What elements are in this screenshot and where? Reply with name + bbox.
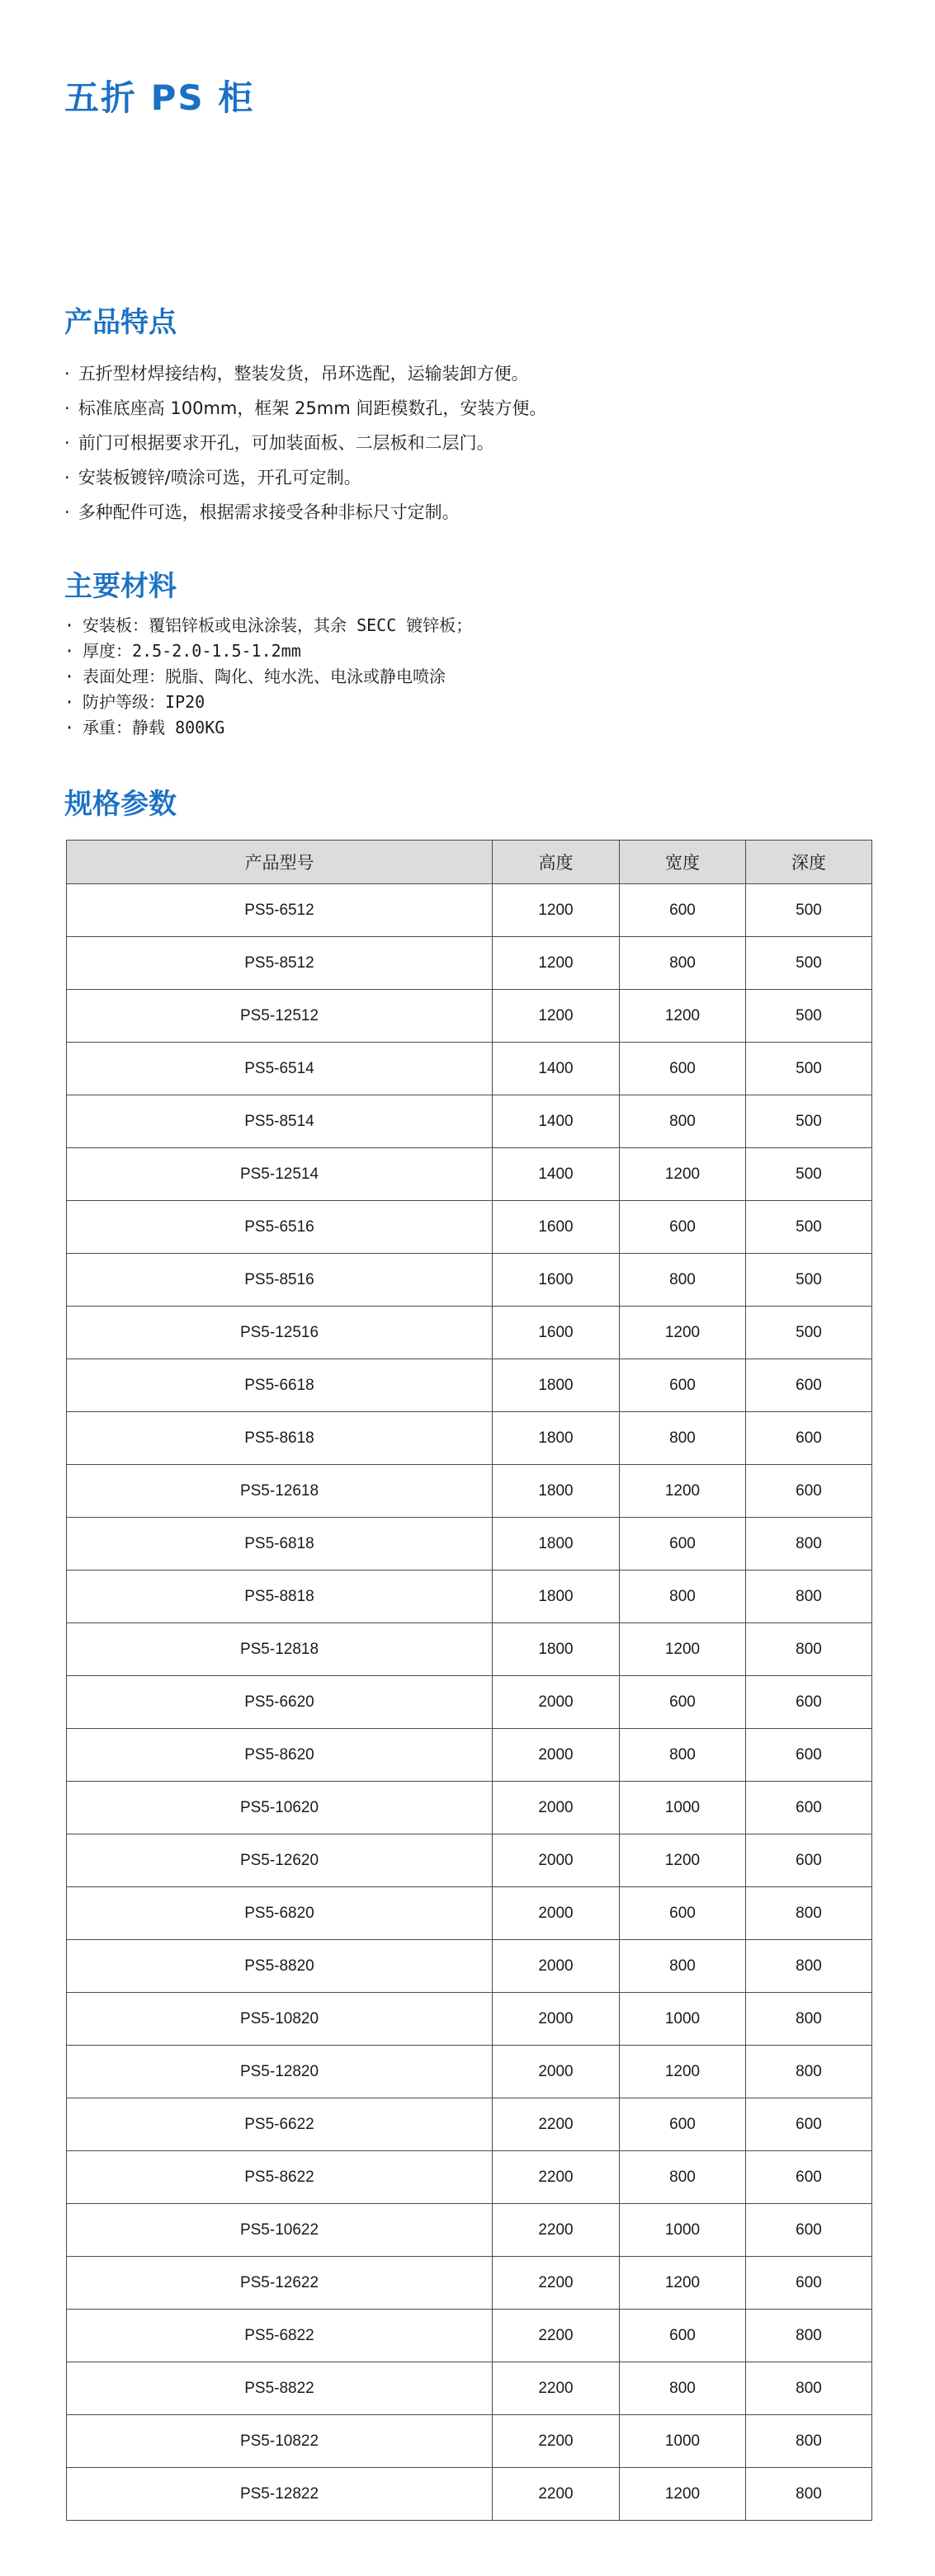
cell-model: PS5-10820 xyxy=(67,1993,493,2046)
cell-width: 1200 xyxy=(620,2046,746,2098)
table-row xyxy=(67,1359,872,1412)
cell-depth: 500 xyxy=(746,1148,872,1201)
table-row xyxy=(67,2415,872,2468)
feature-item xyxy=(64,391,546,426)
table-row xyxy=(67,1571,872,1623)
table-row xyxy=(67,884,872,937)
cell-model: PS5-8516 xyxy=(67,1254,493,1307)
material-item-text: 厚度：2.5-2.0-1.5-1.2mm xyxy=(83,641,301,661)
cell-depth: 800 xyxy=(746,2362,872,2415)
cell-height: 1800 xyxy=(493,1412,620,1465)
cell-height: 1800 xyxy=(493,1518,620,1571)
cell-depth: 500 xyxy=(746,1043,872,1095)
cell-width: 800 xyxy=(620,1095,746,1148)
feature-item xyxy=(64,495,546,530)
cell-depth: 600 xyxy=(746,1465,872,1518)
cell-width: 1200 xyxy=(620,1834,746,1887)
cell-model: PS5-8514 xyxy=(67,1095,493,1148)
cell-width: 800 xyxy=(620,1571,746,1623)
cell-depth: 600 xyxy=(746,1729,872,1782)
cell-model: PS5-12514 xyxy=(67,1148,493,1201)
cell-height: 1600 xyxy=(493,1307,620,1359)
cell-height: 1800 xyxy=(493,1623,620,1676)
bullet-dot-icon: · xyxy=(64,398,70,418)
cell-height: 1200 xyxy=(493,990,620,1043)
material-item xyxy=(64,690,472,715)
table-header-row xyxy=(67,841,872,884)
cell-depth: 800 xyxy=(746,1887,872,1940)
bullet-dot-icon: · xyxy=(64,502,70,522)
cell-width: 1200 xyxy=(620,2257,746,2310)
cell-depth: 500 xyxy=(746,937,872,990)
table-row xyxy=(67,1834,872,1887)
column-header-height: 高度 xyxy=(493,841,620,884)
cell-height: 1400 xyxy=(493,1148,620,1201)
cell-model: PS5-6514 xyxy=(67,1043,493,1095)
feature-item xyxy=(64,356,546,391)
cell-height: 2000 xyxy=(493,2046,620,2098)
table-row xyxy=(67,1148,872,1201)
cell-model: PS5-12818 xyxy=(67,1623,493,1676)
cell-width: 800 xyxy=(620,1254,746,1307)
bullet-dot-icon: · xyxy=(64,692,75,712)
cell-width: 1200 xyxy=(620,990,746,1043)
material-item-text: 防护等级：IP20 xyxy=(83,692,205,712)
features-heading: 产品特点 xyxy=(64,306,177,339)
table-row xyxy=(67,1412,872,1465)
material-item xyxy=(64,664,472,690)
cell-model: PS5-10622 xyxy=(67,2204,493,2257)
cell-height: 2000 xyxy=(493,1940,620,1993)
cell-height: 2000 xyxy=(493,1834,620,1887)
cell-depth: 600 xyxy=(746,1359,872,1412)
cell-model: PS5-6822 xyxy=(67,2310,493,2362)
cell-height: 2000 xyxy=(493,1993,620,2046)
material-item-text: 承重：静载 800KG xyxy=(83,718,225,737)
cell-depth: 800 xyxy=(746,1993,872,2046)
table-row xyxy=(67,2046,872,2098)
table-row xyxy=(67,2151,872,2204)
cell-model: PS5-12516 xyxy=(67,1307,493,1359)
cell-height: 2200 xyxy=(493,2151,620,2204)
cell-width: 800 xyxy=(620,2151,746,2204)
table-row xyxy=(67,2204,872,2257)
table-row xyxy=(67,1043,872,1095)
cell-height: 2200 xyxy=(493,2204,620,2257)
cell-model: PS5-8618 xyxy=(67,1412,493,1465)
cell-model: PS5-12620 xyxy=(67,1834,493,1887)
cell-depth: 800 xyxy=(746,2310,872,2362)
cell-model: PS5-6618 xyxy=(67,1359,493,1412)
table-row xyxy=(67,1782,872,1834)
cell-width: 600 xyxy=(620,1887,746,1940)
feature-item-text: 安装板镀锌/喷涂可选，开孔可定制。 xyxy=(78,468,361,487)
cell-width: 600 xyxy=(620,1518,746,1571)
cell-width: 600 xyxy=(620,1201,746,1254)
table-row xyxy=(67,1465,872,1518)
spec-table-body xyxy=(67,884,872,2521)
cell-height: 2000 xyxy=(493,1676,620,1729)
table-row xyxy=(67,1254,872,1307)
material-item-text: 安装板：覆铝锌板或电泳涂装，其余 SECC 镀锌板； xyxy=(83,615,473,635)
cell-model: PS5-12820 xyxy=(67,2046,493,2098)
table-row xyxy=(67,1623,872,1676)
table-row xyxy=(67,1201,872,1254)
cell-height: 2200 xyxy=(493,2362,620,2415)
cell-width: 600 xyxy=(620,2310,746,2362)
cell-width: 800 xyxy=(620,1412,746,1465)
cell-model: PS5-8822 xyxy=(67,2362,493,2415)
cell-width: 1200 xyxy=(620,2468,746,2521)
cell-width: 600 xyxy=(620,2098,746,2151)
cell-depth: 500 xyxy=(746,884,872,937)
table-row xyxy=(67,2362,872,2415)
cell-width: 800 xyxy=(620,2362,746,2415)
cell-height: 2000 xyxy=(493,1887,620,1940)
table-row xyxy=(67,1095,872,1148)
table-row xyxy=(67,1887,872,1940)
cell-height: 2200 xyxy=(493,2098,620,2151)
table-row xyxy=(67,1518,872,1571)
material-item xyxy=(64,613,472,638)
feature-item-text: 前门可根据要求开孔，可加装面板、二层板和二层门。 xyxy=(78,433,494,453)
cell-width: 600 xyxy=(620,1676,746,1729)
cell-model: PS5-6820 xyxy=(67,1887,493,1940)
cell-depth: 800 xyxy=(746,2046,872,2098)
cell-model: PS5-12512 xyxy=(67,990,493,1043)
bullet-dot-icon: · xyxy=(64,615,75,635)
cell-width: 1200 xyxy=(620,1148,746,1201)
cell-height: 2000 xyxy=(493,1729,620,1782)
cell-width: 1200 xyxy=(620,1623,746,1676)
column-header-depth: 深度 xyxy=(746,841,872,884)
cell-depth: 600 xyxy=(746,1834,872,1887)
cell-model: PS5-6620 xyxy=(67,1676,493,1729)
cell-model: PS5-6512 xyxy=(67,884,493,937)
cell-height: 2200 xyxy=(493,2468,620,2521)
cell-height: 1400 xyxy=(493,1043,620,1095)
cell-model: PS5-8820 xyxy=(67,1940,493,1993)
table-row xyxy=(67,937,872,990)
cell-model: PS5-12822 xyxy=(67,2468,493,2521)
cell-height: 1800 xyxy=(493,1359,620,1412)
cell-depth: 500 xyxy=(746,1201,872,1254)
cell-height: 1800 xyxy=(493,1571,620,1623)
cell-depth: 600 xyxy=(746,2151,872,2204)
bullet-dot-icon: · xyxy=(64,433,70,453)
materials-list xyxy=(64,613,472,741)
bullet-dot-icon: · xyxy=(64,666,75,686)
cell-width: 600 xyxy=(620,884,746,937)
cell-model: PS5-6818 xyxy=(67,1518,493,1571)
bullet-dot-icon: · xyxy=(64,718,75,737)
cell-height: 1800 xyxy=(493,1465,620,1518)
feature-item-text: 标准底座高 100mm，框架 25mm 间距模数孔，安装方便。 xyxy=(78,398,547,418)
cell-height: 2200 xyxy=(493,2415,620,2468)
table-row xyxy=(67,1993,872,2046)
cell-model: PS5-6622 xyxy=(67,2098,493,2151)
cell-model: PS5-10620 xyxy=(67,1782,493,1834)
cell-depth: 500 xyxy=(746,1307,872,1359)
table-row xyxy=(67,1729,872,1782)
table-row xyxy=(67,1676,872,1729)
cell-model: PS5-8818 xyxy=(67,1571,493,1623)
cell-depth: 800 xyxy=(746,1571,872,1623)
cell-depth: 600 xyxy=(746,2257,872,2310)
cell-height: 1600 xyxy=(493,1201,620,1254)
feature-item xyxy=(64,426,546,460)
cell-depth: 800 xyxy=(746,1518,872,1571)
cell-width: 1000 xyxy=(620,2415,746,2468)
cell-model: PS5-8620 xyxy=(67,1729,493,1782)
cell-height: 2000 xyxy=(493,1782,620,1834)
cell-model: PS5-12618 xyxy=(67,1465,493,1518)
cell-depth: 800 xyxy=(746,1623,872,1676)
feature-item-text: 五折型材焊接结构，整装发货，吊环选配，运输装卸方便。 xyxy=(78,364,529,384)
table-row xyxy=(67,2257,872,2310)
table-row xyxy=(67,2310,872,2362)
table-row xyxy=(67,1940,872,1993)
table-row xyxy=(67,990,872,1043)
cell-width: 1000 xyxy=(620,1782,746,1834)
cell-height: 2200 xyxy=(493,2257,620,2310)
cell-model: PS5-8512 xyxy=(67,937,493,990)
cell-width: 1200 xyxy=(620,1465,746,1518)
cell-width: 600 xyxy=(620,1359,746,1412)
cell-height: 1600 xyxy=(493,1254,620,1307)
material-item-text: 表面处理：脱脂、陶化、纯水洗、电泳或静电喷涂 xyxy=(83,666,446,686)
column-header-model: 产品型号 xyxy=(67,841,493,884)
cell-width: 800 xyxy=(620,1940,746,1993)
cell-height: 1200 xyxy=(493,884,620,937)
materials-heading: 主要材料 xyxy=(64,570,177,603)
cell-depth: 600 xyxy=(746,2098,872,2151)
cell-model: PS5-12622 xyxy=(67,2257,493,2310)
cell-depth: 500 xyxy=(746,990,872,1043)
feature-item-text: 多种配件可选，根据需求接受各种非标尺寸定制。 xyxy=(78,502,460,522)
cell-width: 1000 xyxy=(620,2204,746,2257)
cell-width: 600 xyxy=(620,1043,746,1095)
cell-height: 1400 xyxy=(493,1095,620,1148)
cell-height: 2200 xyxy=(493,2310,620,2362)
table-row xyxy=(67,1307,872,1359)
bullet-dot-icon: · xyxy=(64,364,70,384)
cell-width: 1200 xyxy=(620,1307,746,1359)
cell-depth: 800 xyxy=(746,2415,872,2468)
cell-width: 800 xyxy=(620,937,746,990)
cell-model: PS5-6516 xyxy=(67,1201,493,1254)
feature-item xyxy=(64,460,546,495)
cell-width: 1000 xyxy=(620,1993,746,2046)
cell-depth: 800 xyxy=(746,1940,872,1993)
material-item xyxy=(64,715,472,741)
cell-depth: 600 xyxy=(746,1782,872,1834)
table-row xyxy=(67,2468,872,2521)
page-title: 五折 PS 柜 xyxy=(64,78,255,118)
cell-model: PS5-10822 xyxy=(67,2415,493,2468)
table-row xyxy=(67,2098,872,2151)
cell-depth: 600 xyxy=(746,1412,872,1465)
bullet-dot-icon: · xyxy=(64,641,75,661)
cell-depth: 600 xyxy=(746,2204,872,2257)
material-item xyxy=(64,638,472,664)
cell-depth: 500 xyxy=(746,1254,872,1307)
cell-model: PS5-8622 xyxy=(67,2151,493,2204)
cell-height: 1200 xyxy=(493,937,620,990)
cell-depth: 600 xyxy=(746,1676,872,1729)
column-header-width: 宽度 xyxy=(620,841,746,884)
cell-depth: 500 xyxy=(746,1095,872,1148)
bullet-dot-icon: · xyxy=(64,468,70,487)
cell-depth: 800 xyxy=(746,2468,872,2521)
cell-width: 800 xyxy=(620,1729,746,1782)
features-list xyxy=(64,356,546,530)
specs-heading: 规格参数 xyxy=(64,788,177,821)
spec-table xyxy=(66,840,872,2521)
